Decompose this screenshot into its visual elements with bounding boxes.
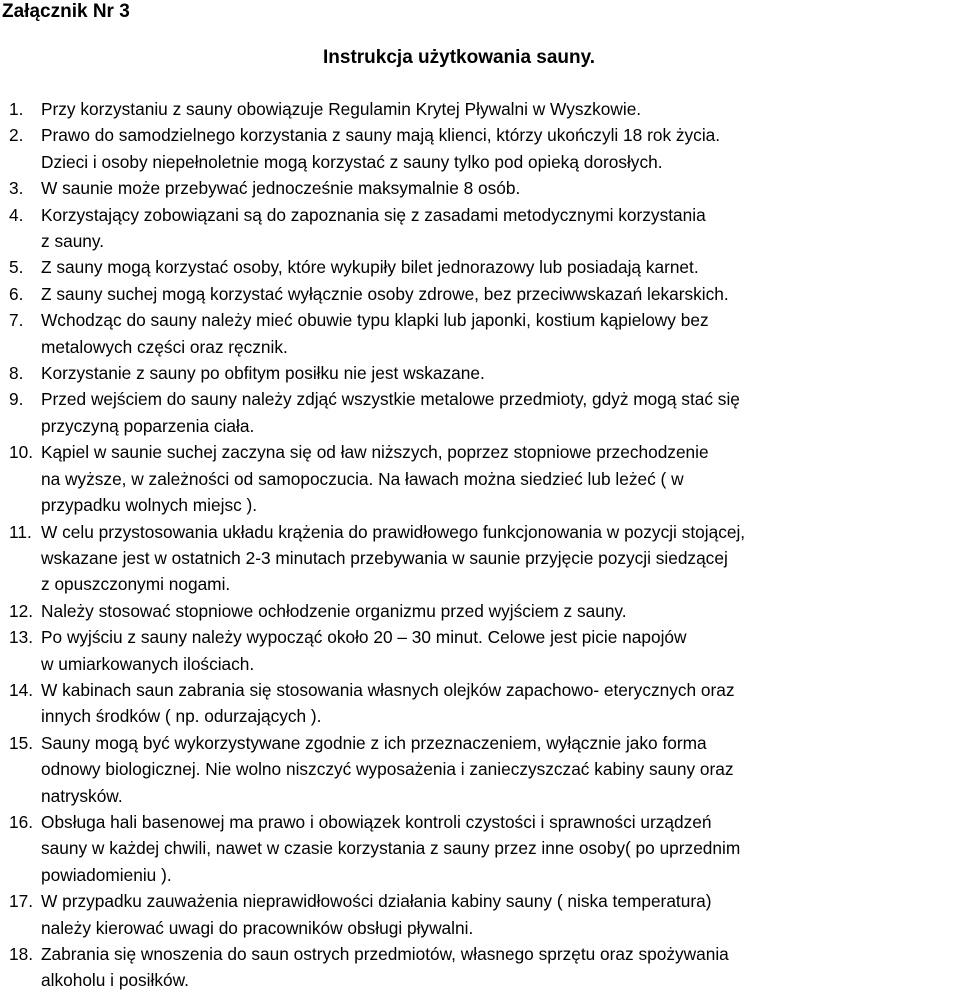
rule-text-line: Z sauny suchej mogą korzystać wyłącznie osoby zdrowe, bez przeciwwskazań lekarskich. xyxy=(41,283,729,304)
rule-item xyxy=(0,624,960,677)
rule-text-line: odnowy biologicznej. Nie wolno niszczyć wyposażenia i zanieczyszczać kabiny sauny oraz xyxy=(41,759,734,780)
rule-text-line: przypadku wolnych miejsc ). xyxy=(41,495,258,516)
rule-number: 10. xyxy=(9,442,34,463)
rule-item xyxy=(0,519,960,598)
rule-text-line: Zabrania się wnoszenia do saun ostrych przedmiotów, własnego sprzętu oraz spożywania xyxy=(41,944,729,964)
rule-text-line: powiadomieniu ). xyxy=(41,864,172,885)
rule-number: 17. xyxy=(9,891,34,912)
rule-text xyxy=(41,386,959,439)
rule-text-line: W celu przystosowania układu krążenia do prawidłowego funkcjonowania w pozycji stojącej, xyxy=(41,521,746,542)
rule-text xyxy=(41,677,959,730)
rule-number: 11. xyxy=(9,521,32,542)
rule-text-line: natrysków. xyxy=(41,785,123,806)
rule-item xyxy=(0,96,960,122)
rule-text xyxy=(41,624,959,677)
rule-item xyxy=(0,175,960,201)
rule-text-line: wskazane jest w ostatnich 2-3 minutach przebywania w saunie przyjęcie pozycji siedzącej xyxy=(41,547,728,568)
rule-text xyxy=(41,730,959,809)
rule-text-line: z sauny. xyxy=(41,231,105,252)
rule-item xyxy=(0,360,960,386)
rule-text-line: Z sauny mogą korzystać osoby, które wykupiły bilet jednorazowy lub posiadają karnet. xyxy=(41,257,699,278)
rule-text-line: W saunie może przebywać jednocześnie maksymalnie 8 osób. xyxy=(41,178,521,199)
rule-text xyxy=(41,888,959,941)
rule-number: 8. xyxy=(9,363,24,384)
rule-text-line: innych środków ( np. odurzających ). xyxy=(41,706,322,727)
rule-item xyxy=(0,202,960,255)
rule-number: 13. xyxy=(9,627,34,648)
rule-number: 7. xyxy=(9,310,24,331)
rule-number: 16. xyxy=(9,811,34,832)
rule-number: 1. xyxy=(9,99,24,119)
rule-text xyxy=(41,96,959,122)
rule-text-line: Korzystanie z sauny po obfitym posiłku nie jest wskazane. xyxy=(41,363,485,384)
rule-text xyxy=(41,122,959,175)
rule-text xyxy=(41,281,959,307)
annex-label: Załącznik Nr 3 xyxy=(2,1,130,22)
rule-number: 9. xyxy=(9,389,24,410)
rule-text-line: przyczyną poparzenia ciała. xyxy=(41,415,255,436)
rule-text xyxy=(41,175,959,201)
rule-text-line: Korzystający zobowiązani są do zapoznania się z zasadami metodycznymi korzystania xyxy=(41,204,706,225)
rule-text xyxy=(41,254,959,280)
rule-text-line: alkoholu i posiłków. xyxy=(41,970,189,991)
rule-item xyxy=(0,439,960,518)
rule-text-line: sauny w każdej chwili, nawet w czasie korzystania z sauny przez inne osoby( po uprzednim xyxy=(41,838,741,859)
rule-text-line: W kabinach saun zabrania się stosowania własnych olejków zapachowo- eterycznych oraz xyxy=(41,679,735,700)
rule-text-line: należy kierować uwagi do pracowników obsługi pływalni. xyxy=(41,917,474,938)
rule-text-line: Obsługa hali basenowej ma prawo i obowiązek kontroli czystości i sprawności urządzeń xyxy=(41,811,712,832)
rule-text xyxy=(41,307,959,360)
rule-text xyxy=(41,941,959,994)
rule-text xyxy=(41,439,959,518)
rule-item xyxy=(0,941,960,994)
rule-item xyxy=(0,598,960,624)
rule-text-line: w umiarkowanych ilościach. xyxy=(41,653,255,674)
rule-number: 14. xyxy=(9,679,34,700)
rule-text-line: Kąpiel w saunie suchej zaczyna się od ław niższych, poprzez stopniowe przechodzenie xyxy=(41,442,709,463)
rule-text-line: Wchodząc do sauny należy mieć obuwie typu klapki lub japonki, kostium kąpielowy bez xyxy=(41,310,709,331)
rule-number: 3. xyxy=(9,178,24,199)
rule-text xyxy=(41,360,959,386)
rule-text-line: na wyższe, w zależności od samopoczucia. Na ławach można siedzieć lub leżeć ( w xyxy=(41,468,684,489)
rule-text-line: Sauny mogą być wykorzystywane zgodnie z ich przeznaczeniem, wyłącznie jako forma xyxy=(41,732,707,753)
rule-number: 2. xyxy=(9,125,24,146)
document-title: Instrukcja użytkowania sauny. xyxy=(323,47,596,68)
rule-text-line: metalowych części oraz ręcznik. xyxy=(41,336,288,357)
rule-text-line: Dzieci i osoby niepełnoletnie mogą korzystać z sauny tylko pod opieką dorosłych. xyxy=(41,151,663,172)
rules-list xyxy=(0,96,960,994)
rule-number: 12. xyxy=(9,600,34,621)
rule-item xyxy=(0,809,960,888)
rule-number: 6. xyxy=(9,283,24,304)
rule-text-line: Po wyjściu z sauny należy wypocząć około 20 – 30 minut. Celowe jest picie napojów xyxy=(41,627,687,648)
rule-text-line: Przed wejściem do sauny należy zdjąć wszystkie metalowe przedmioty, gdyż mogą stać się xyxy=(41,389,740,410)
rule-number: 5. xyxy=(9,257,24,278)
rule-item xyxy=(0,254,960,280)
rule-item xyxy=(0,386,960,439)
rule-text-line: Prawo do samodzielnego korzystania z sauny mają klienci, którzy ukończyli 18 rok życia. xyxy=(41,125,721,146)
rule-text-line: W przypadku zauważenia nieprawidłowości działania kabiny sauny ( niska temperatura) xyxy=(41,891,712,912)
rule-item xyxy=(0,281,960,307)
rule-number: 4. xyxy=(9,204,24,225)
rule-text xyxy=(41,519,959,598)
rule-number: 15. xyxy=(9,732,34,753)
rule-item xyxy=(0,122,960,175)
rule-text xyxy=(41,202,959,255)
rule-item xyxy=(0,677,960,730)
rule-text-line: Przy korzystaniu z sauny obowiązuje Regulamin Krytej Pływalni w Wyszkowie. xyxy=(41,99,642,119)
rule-item xyxy=(0,888,960,941)
rule-text xyxy=(41,809,959,888)
rule-number: 18. xyxy=(9,944,34,964)
rule-text-line: Należy stosować stopniowe ochłodzenie organizmu przed wyjściem z sauny. xyxy=(41,600,627,621)
rule-item xyxy=(0,307,960,360)
rule-item xyxy=(0,730,960,809)
rule-text xyxy=(41,598,959,624)
rule-text-line: z opuszczonymi nogami. xyxy=(41,574,231,595)
